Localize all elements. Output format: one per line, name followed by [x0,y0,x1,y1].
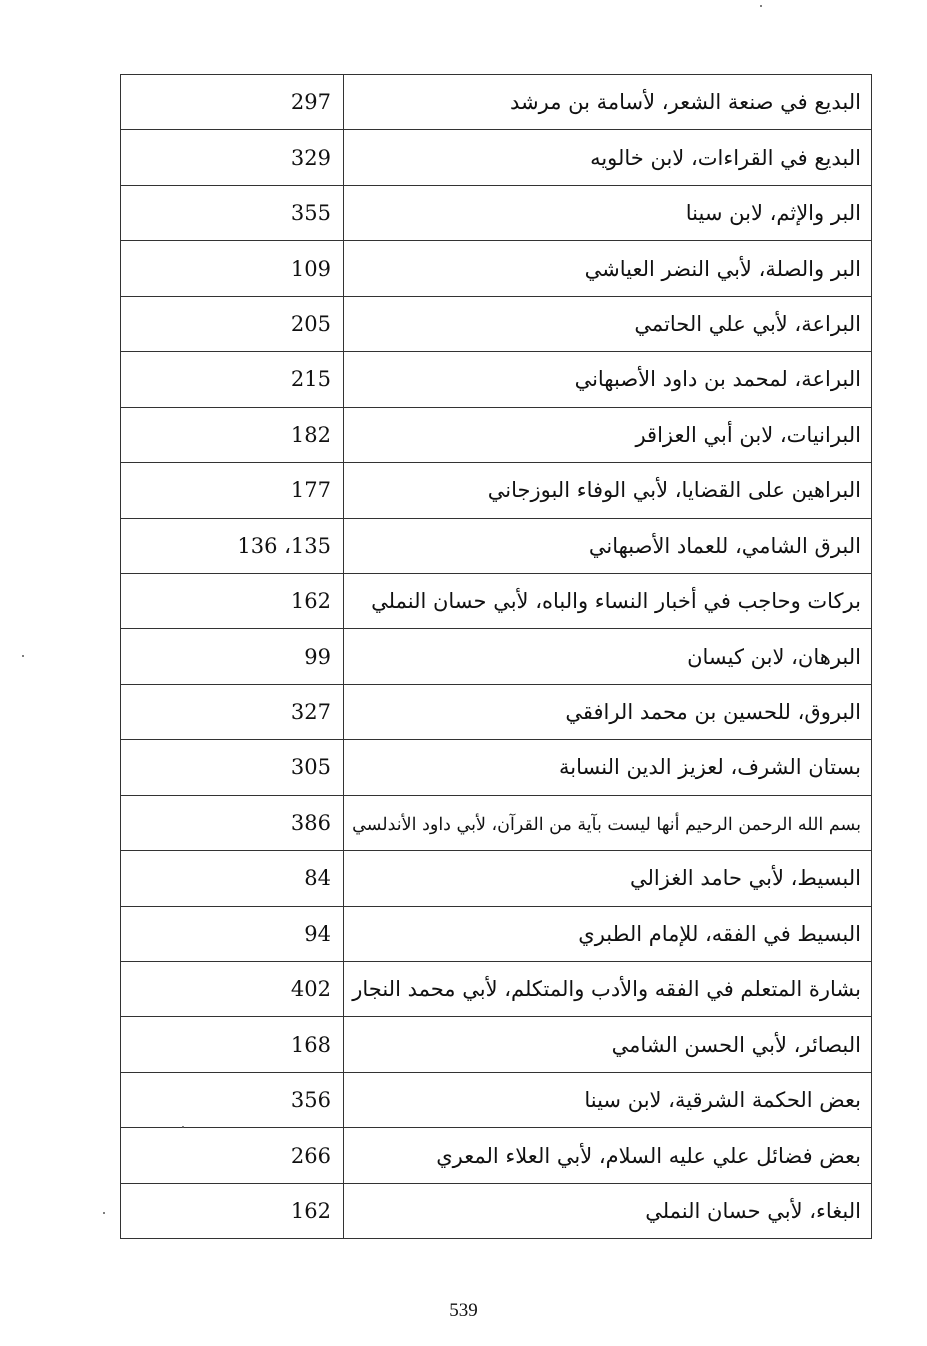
book-title-cell [344,573,872,628]
page-reference: 215 [290,367,331,392]
page-reference-cell [121,241,344,296]
table-row [121,851,872,906]
book-title: البر والصلة، لأبي النضر العياشي [584,256,861,281]
page-reference-cell [121,407,344,462]
book-title-cell [344,1017,872,1072]
page-reference-cell [121,463,344,518]
page-reference: 402 [290,977,331,1002]
page-reference-cell [121,573,344,628]
page-reference-cell [121,795,344,850]
book-title: البر والإثم، لابن سينا [685,201,861,226]
table-row [121,130,872,185]
page-reference-cell [121,629,344,684]
page-reference: 355 [290,201,331,226]
book-title-cell [344,463,872,518]
book-title: بركات وحاجب في أخبار النساء والباه، لأبي حسان النملي [371,589,861,614]
page-reference-cell [121,1128,344,1183]
book-title-cell [344,740,872,795]
page-reference-cell [121,851,344,906]
book-title-cell [344,185,872,240]
table-row [121,185,872,240]
book-index-table [120,74,872,1239]
book-title-cell [344,352,872,407]
page-reference-cell [121,130,344,185]
book-title-cell [344,75,872,130]
page-reference-cell [121,185,344,240]
page-reference-cell [121,352,344,407]
page-reference: 356 [290,1088,331,1113]
book-title-cell [344,629,872,684]
book-title: البراعة، لأبي علي الحاتمي [634,311,861,336]
book-title: البراهين على القضايا، لأبي الوفاء البوزجاني [487,478,861,503]
page-reference-cell [121,1072,344,1127]
page-reference: 84 [304,866,331,891]
page-reference: 297 [290,90,331,115]
page-reference: 305 [290,755,331,780]
table-row [121,573,872,628]
table-row [121,1183,872,1238]
book-title-cell [344,407,872,462]
book-title: بسم الله الرحمن الرحيم أنها ليست بآية من القرآن، لأبي داود الأندلسي [352,814,861,835]
book-title-cell [344,1128,872,1183]
table-row [121,740,872,795]
book-title-cell [344,1072,872,1127]
book-title-cell [344,296,872,351]
table-row [121,352,872,407]
page-reference: 162 [290,1198,331,1223]
page-reference: 94 [304,921,331,946]
table-row [121,962,872,1017]
book-title: بعض الحكمة الشرقية، لابن سينا [584,1088,861,1113]
table-row [121,684,872,739]
book-title: البرانيات، لابن أبي العزاقر [635,422,861,447]
table-row [121,407,872,462]
book-title: البرهان، لابن كيسان [687,644,861,669]
book-title-cell [344,684,872,739]
page-reference-cell [121,962,344,1017]
book-title-cell [344,795,872,850]
book-title: البسيط في الفقه، للإمام الطبري [578,921,861,946]
scan-speck [182,1126,184,1128]
page-reference: 329 [290,145,331,170]
book-title-cell [344,241,872,296]
book-title: بعض فضائل علي عليه السلام، لأبي العلاء المعري [436,1143,861,1168]
page-reference: 386 [290,810,331,835]
book-title: البغاء، لأبي حسان النملي [645,1198,861,1223]
page-reference-cell [121,75,344,130]
table-row [121,906,872,961]
page-reference-cell [121,1183,344,1238]
book-title: البراعة، لمحمد بن داود الأصبهاني [574,367,861,392]
book-title-cell [344,130,872,185]
scan-speck [760,5,762,7]
book-title: بستان الشرف، لعزيز الدين النسابة [559,755,861,780]
page-reference: 327 [290,700,331,725]
table-row [121,629,872,684]
page-reference: 136 ،135 [237,533,331,558]
table-row [121,241,872,296]
page-reference: 99 [304,644,331,669]
table-row [121,1072,872,1127]
table-row [121,795,872,850]
book-title: البسيط، لأبي حامد الغزالي [629,866,861,891]
page-reference: 109 [290,256,331,281]
page-reference-cell [121,906,344,961]
page-reference-cell [121,684,344,739]
page-number: 539 [449,1300,478,1321]
book-title: البصائر، لأبي الحسن الشامي [611,1032,861,1057]
book-title: البرق الشامي، للعماد الأصبهاني [588,533,861,558]
table-row [121,1017,872,1072]
book-title-cell [344,518,872,573]
page-reference: 205 [290,311,331,336]
table-row [121,518,872,573]
book-title: بشارة المتعلم في الفقه والأدب والمتكلم، لأبي محمد النجار [352,977,861,1002]
table-row [121,296,872,351]
book-title: البديع في صنعة الشعر، لأسامة بن مرشد [510,90,861,115]
book-title-cell [344,962,872,1017]
page-reference-cell [121,296,344,351]
book-title: البروق، للحسين بن محمد الرافقي [565,700,861,725]
book-title: البديع في القراءات، لابن خالويه [590,145,861,170]
book-title-cell [344,906,872,961]
book-title-cell [344,1183,872,1238]
book-title-cell [344,851,872,906]
page-reference: 162 [290,589,331,614]
page-reference-cell [121,1017,344,1072]
table-row [121,75,872,130]
table-row [121,463,872,518]
index-table-body [121,75,872,1239]
table-row [121,1128,872,1183]
page-reference-cell [121,740,344,795]
page-reference-cell [121,518,344,573]
scan-speck [103,1212,105,1214]
page-reference: 182 [290,422,331,447]
page-reference: 177 [290,478,331,503]
scan-speck [22,655,24,657]
page-reference: 266 [290,1143,331,1168]
page-reference: 168 [290,1032,331,1057]
